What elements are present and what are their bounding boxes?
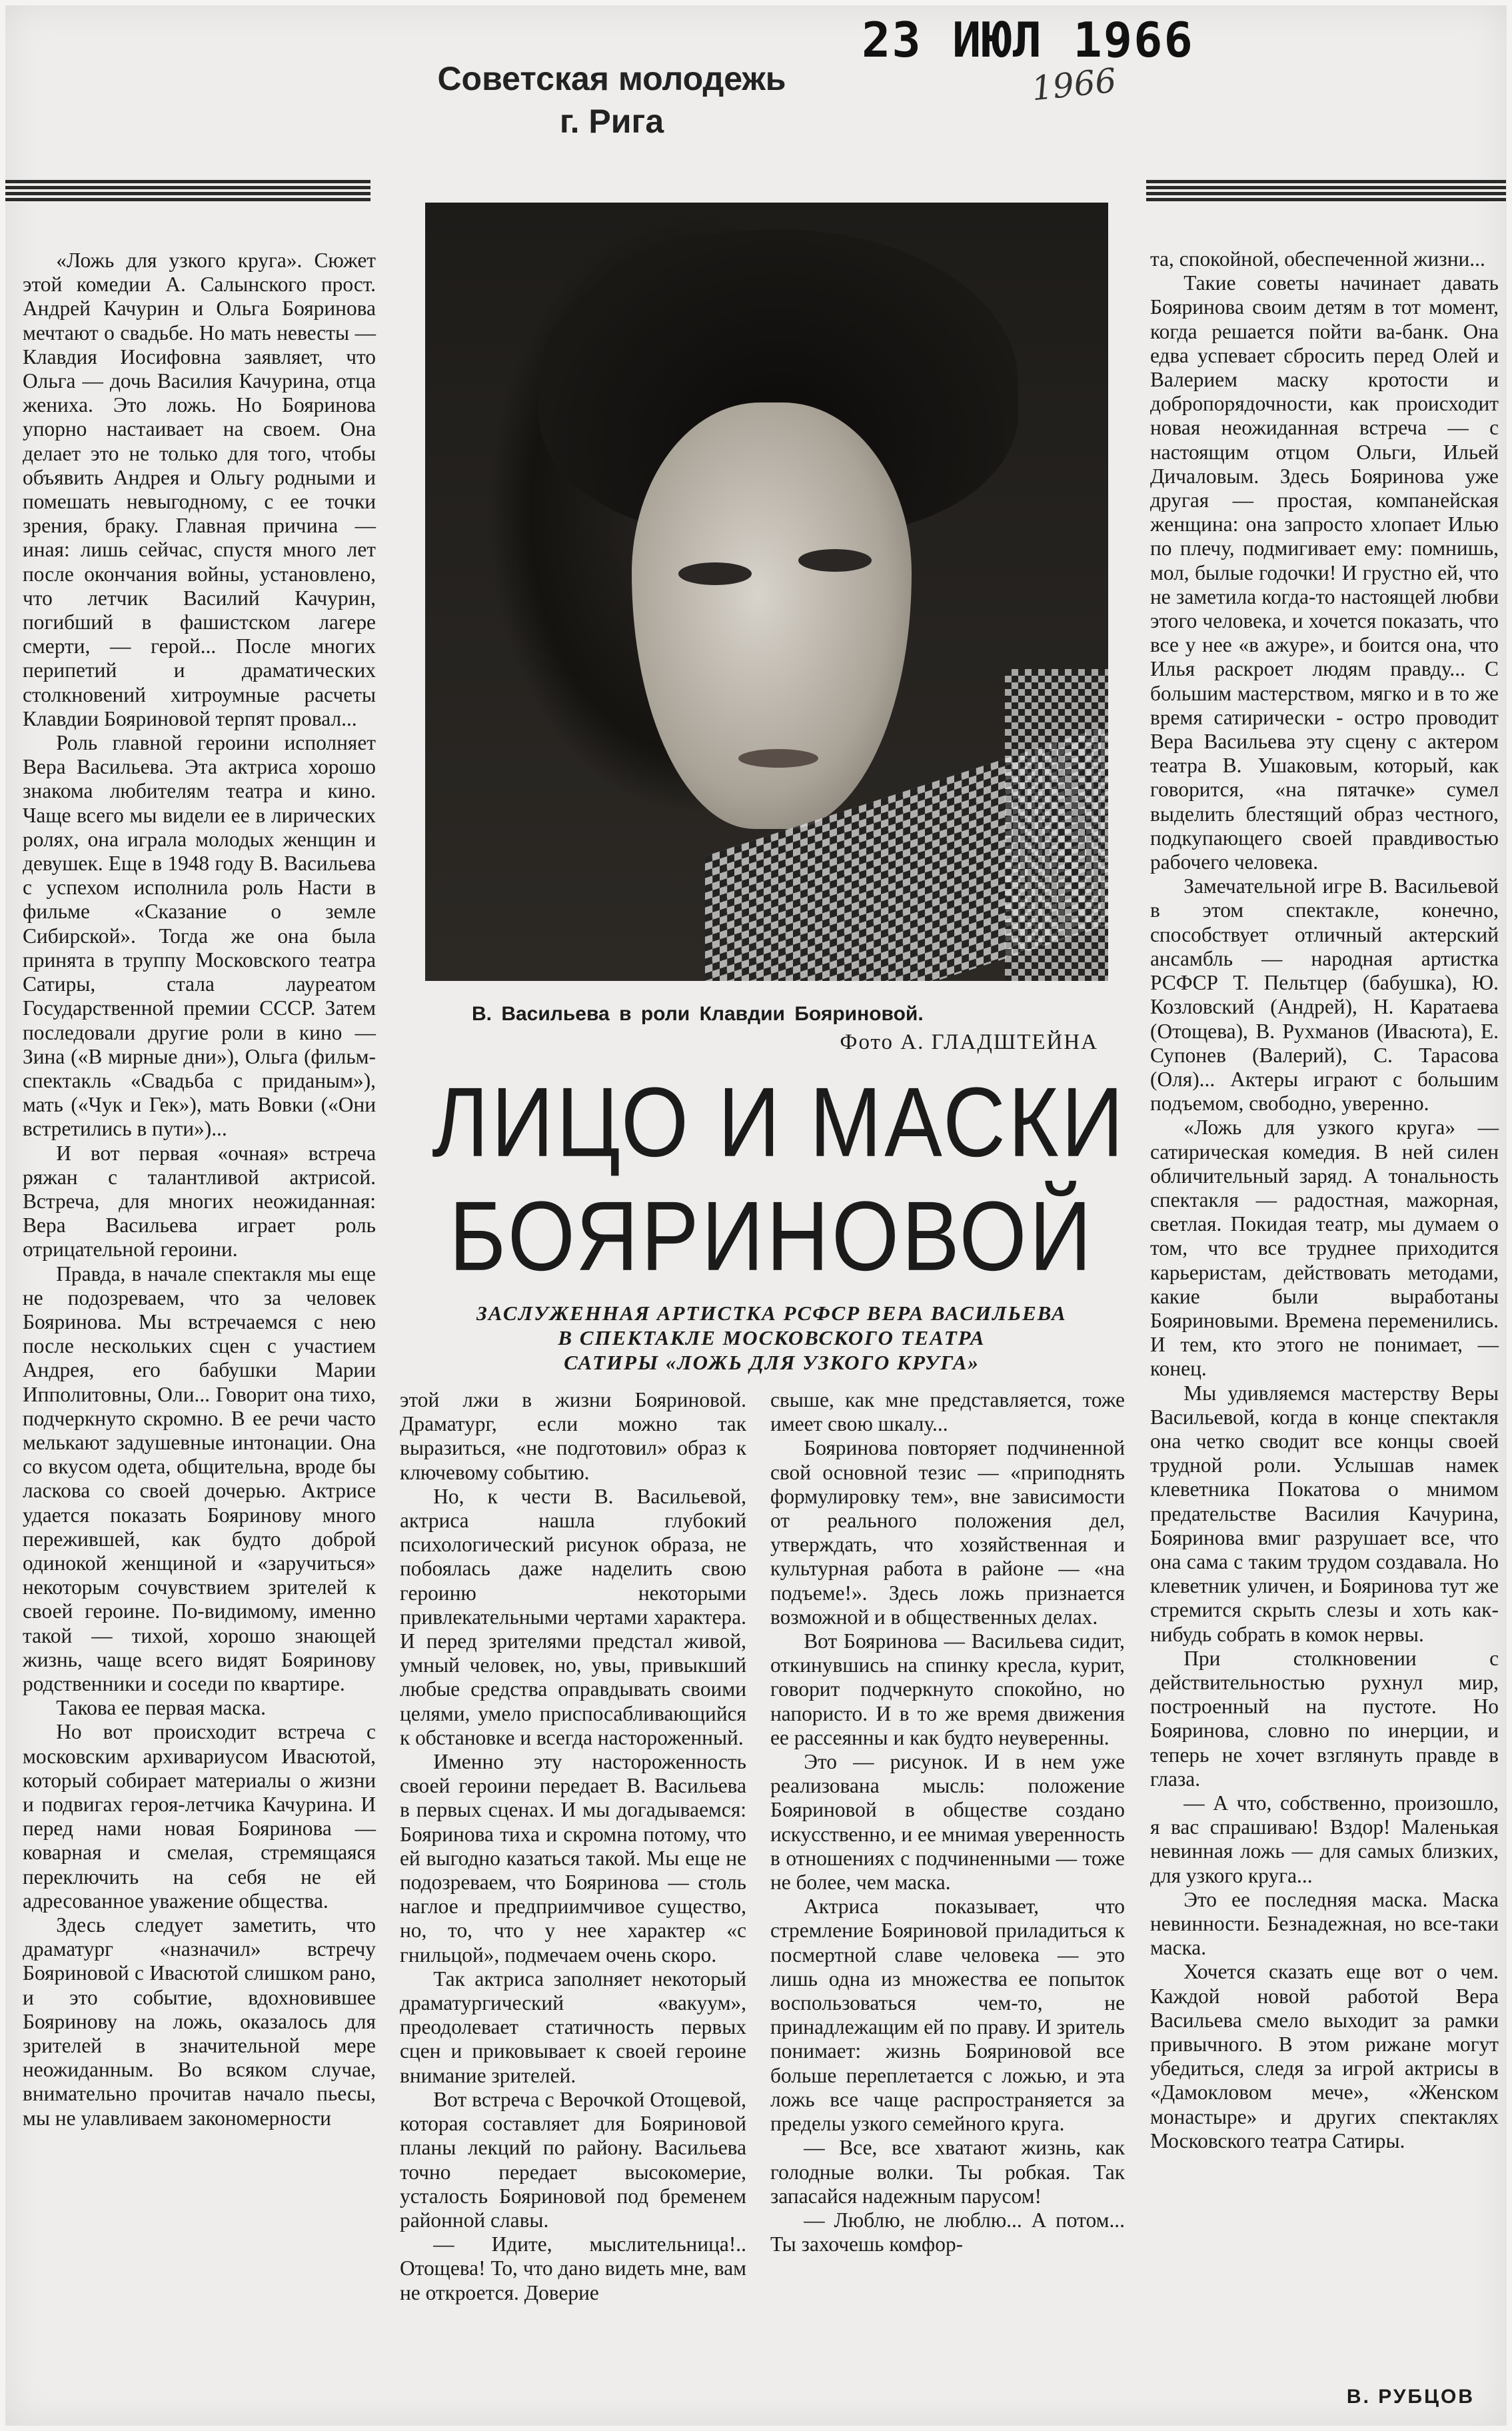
paragraph: Такие советы начинает давать Бояринова своим детям в тот момент, когда решается пойти ва-банк. Она едва успевает сбросить перед Олей и Валерием маску кротости и добропорядочности, как происходит новая неожиданная встреча — с настоящим отцом Ольги, Ильей Дичаловым. Здесь Бояринова уже другая — простая, компанейская женщина: она запросто хлопает Илью по плечу, подмигивает ему: помнишь, мол, былые годочки! И грустно ей, что не заметила когда-то настоящей любви этого человека, и хочется показать, что все у нее «в ажуре», и боится она, что Илья раскроет людям правду... С большим мастерством, мягко и в то же время сатирически - остро проводит Вера Васильева эту сцену с актером театра В. Ушаковым, который, как говорится, «на пятачке» сумел выделить блестящий образ честного, подкупающего своей правдивостью рабочего человека. bbox=[1150, 271, 1499, 874]
subhead-line-2: В СПЕКТАКЛЕ МОСКОВСКОГО ТЕАТРА bbox=[558, 1326, 986, 1349]
newspaper-clipping bbox=[5, 5, 1507, 2426]
masthead bbox=[378, 57, 845, 143]
paragraph: Роль главной героини исполняет Вера Васильева. Эта актриса хорошо знакома любителям театра и кино. Чаще всего мы видели ее в лирических ролях, она играла молодых женщин и девушек. Еще в 1948 году В. Васильева с успехом исполнила роль Насти в фильме «Сказание о земле Сибирской». Тогда же она была принята в труппу Московского театра Сатиры, стала лауреатом Государственной премии СССР. Затем последовали другие роли в кино — Зина («В мирные дни»), Ольга (фильм-спектакль «Свадьба с приданым»), мать («Чук и Гек»), мать Вовки («Они встретились в пути»)... bbox=[23, 731, 376, 1141]
subhead-line-3: САТИРЫ «ЛОЖЬ ДЛЯ УЗКОГО КРУГА» bbox=[564, 1351, 980, 1374]
paragraph: Так актриса заполняет некоторый драматургический «вакуум», преодолевает статичность первых сцен и приковывает к своей героине внимание зрителей. bbox=[400, 1967, 746, 2087]
photo-mouth bbox=[738, 749, 818, 768]
city-name: г. Рига bbox=[559, 103, 664, 140]
headline-line-2: БОЯРИНОВОЙ bbox=[448, 1180, 1095, 1291]
paragraph: Правда, в начале спектакля мы еще не подозреваем, что за человек Бояринова. Мы встречаемся с нею после нескольких сцен с участием Андрея, его бабушки Марии Ипполитовны, Оли... Говорит она тихо, подчеркнуто скромно. В ее речи часто мелькают задушевные интонации. Она со вкусом одета, общительна, вроде бы ласкова со своей дочерью. Актрисе удается показать Бояринову много пережившей, как будто доброй одинокой женщиной и «заручиться» некоторым сочувствием зрителей к своей героине. По-видимому, именно такой — тихой, хорошо знающей жизнь, чаще всего видят Бояринову родственники и соседи по квартире. bbox=[23, 1261, 376, 1695]
subhead-line-1: ЗАСЛУЖЕННАЯ АРТИСТКА РСФСР ВЕРА ВАСИЛЬЕВА bbox=[476, 1301, 1067, 1325]
paragraph: И вот первая «очная» встреча ряжан с талантливой актрисой. Встреча, для многих неожиданная: Вера Васильева играет роль отрицательной героини. bbox=[23, 1141, 376, 1261]
paragraph: — Идите, мыслительница!.. Отощева! То, что дано видеть мне, вам не откроется. Доверие bbox=[400, 2232, 746, 2304]
photo-scarf-pattern-side bbox=[1005, 669, 1108, 981]
article-column-3 bbox=[770, 1388, 1125, 2256]
paragraph: — Все, все хватают жизнь, как голодные волки. Ты робкая. Так запасайся надежным парусом! bbox=[770, 2136, 1125, 2208]
paragraph: Это ее последняя маска. Маска невинности. Безнадежная, но все-таки маска. bbox=[1150, 1887, 1499, 1960]
portrait-photo bbox=[425, 203, 1108, 981]
paragraph: Именно эту настороженность своей героини передает В. Васильева в первых сценах. И мы догадываемся: Бояринова тиха и скромна потому, что ей выгодно казаться такой. Мы еще не подозреваем, что Бояринова — столь наглое и предприимчивое существо, но, то, что у нее характер «с гнильцой», подмечаем очень скоро. bbox=[400, 1750, 746, 1967]
headline bbox=[432, 1065, 1127, 1293]
article-column-2 bbox=[400, 1388, 746, 2305]
paragraph: Бояринова повторяет подчиненной свой основной тезис — «приподнять формулировку тем», вне зависимости от реального положения дел, утверждать, что хозяйственная и культурная работа в районе — «на подъеме!». Здесь ложь признается возможной и в общественных делах. bbox=[770, 1436, 1125, 1629]
author-signature: В. РУБЦОВ bbox=[1346, 2386, 1475, 2408]
article-column-4 bbox=[1150, 247, 1499, 2153]
paragraph: Вот Бояринова — Васильева сидит, откинувшись на спинку кресла, курит, говорит подчеркнуто спокойно, но напористо. И в то же время движения ее рассеянны и как будто неуверенны. bbox=[770, 1629, 1125, 1749]
paragraph: Мы удивляемся мастерству Веры Васильевой, когда в конце спектакля она четко сводит все концы своей трудной роли. Услышав намек клеветника Покатова о мнимом предательстве Василия Качурина, Бояринова вмиг разрушает все, что она сама с таким трудом создавала. Но клеветник уличен, и Бояринова тут же стремится скрыть слезы и хоть как-нибудь собрать в комок нервы. bbox=[1150, 1381, 1499, 1646]
paragraph: «Ложь для узкого круга» — сатирическая комедия. В ней силен обличительный заряд. А тональность спектакля — радостная, мажорная, светлая. Покидая театр, мы думаем о том, что все труднее приходится карьеристам, действовать методами, какие были выработаны Бояриновыми. Времена переменились. И тем, кто этого не понимает, — конец. bbox=[1150, 1116, 1499, 1381]
subheadline bbox=[432, 1301, 1112, 1375]
paragraph: «Ложь для узкого круга». Сюжет этой комедии А. Салынского прост. Андрей Качурин и Ольга Бояринова мечтают о свадьбе. Но мать невесты — Клавдия Иосифовна заявляет, что Ольга — дочь Василия Качурина, отца жениха. Это ложь. Но Бояринова упорно настаивает на своем. Она делает это не только для того, чтобы объявить Андрея и Ольгу родными и помешать невыгодному, с ее точки зрения, браку. Главная причина — иная: лишь сейчас, спустя много лет после окончания войны, установлено, что летчик Василий Качурин, погибший в фашистском лагере смерти, — герой... После многих перипетий и драматических столкновений хитроумные расчеты Клавдии Бояриновой терпят провал... bbox=[23, 249, 376, 730]
paragraph: Вот встреча с Верочкой Отощевой, которая составляет для Бояриновой планы лекций по району. Васильева точно передает высокомерие, усталость Бояриновой под бременем районной славы. bbox=[400, 2087, 746, 2232]
paragraph: Но вот происходит встреча с московским архивариусом Ивасютой, который собирает материалы о жизни и подвигах героя-летчика Качурина. И перед нами новая Бояринова — коварная и смелая, стремящаяся переключить на себя не ей адресованное уважение общества. bbox=[23, 1720, 376, 1913]
newspaper-name: Советская молодежь bbox=[437, 60, 786, 97]
paragraph: этой лжи в жизни Бояриновой. Драматург, если можно так выразиться, «не подготовил» образ к ключевому событию. bbox=[400, 1388, 746, 1484]
headline-line-1: ЛИЦО И МАСКИ bbox=[432, 1066, 1127, 1178]
paragraph: При столкновении с действительностью рухнул мир, построенный на пустоте. Но Бояринова, словно по инерции, и теперь не хочет взглянуть правде в глаза. bbox=[1150, 1646, 1499, 1791]
photo-credit: Фото А. ГЛАДШТЕЙНА bbox=[840, 1030, 1098, 1054]
paragraph: свыше, как мне представляется, тоже имеет свою шкалу... bbox=[770, 1388, 1125, 1436]
photo-caption: В. Васильева в роли Клавдии Бояриновой. bbox=[472, 1003, 924, 1025]
article-column-1 bbox=[23, 249, 376, 2130]
paragraph: — Люблю, не люблю... А потом... Ты захочешь комфор- bbox=[770, 2208, 1125, 2256]
date-stamp: 23 ИЮЛ 1966 bbox=[862, 12, 1194, 68]
paragraph: та, спокойной, обеспеченной жизни... bbox=[1150, 247, 1485, 271]
paragraph: — А что, собственно, произошло, я вас спрашиваю! Вздор! Маленькая невинная ложь — для самых близких, для узкого круга... bbox=[1150, 1791, 1499, 1887]
paragraph: Хочется сказать еще вот о чем. Каждой новой работой Вера Васильева смело выходит за рамки привычного. В этом рижане могут убедиться, следя за игрой актрисы в «Дамокловом мече», «Женском монастыре» и других спектаклях Московского театра Сатиры. bbox=[1150, 1960, 1499, 2152]
photo-eye-right bbox=[798, 549, 872, 572]
paragraph: Это — рисунок. И в нем уже реализована мысль: положение Бояриновой в обществе создано искусственно, и ее мнимая уверенность в отношениях с подчиненными — тоже не более, чем маска. bbox=[770, 1750, 1126, 1895]
paragraph: Замечательной игре В. Васильевой в этом спектакле, конечно, способствует отличный актерский ансамбль — народная артистка РСФСР Т. Пельтцер (бабушка), Ю. Козловский (Андрей), Н. Каратаева (Отощева), В. Рухманов (Ивасюта), Е. Супонев (Валерий), С. Тарасова (Оля)... Актеры играют с большим подъемом, свободно, уверенно. bbox=[1150, 874, 1499, 1116]
handwritten-year: 1966 bbox=[1030, 61, 1118, 109]
paragraph: Но, к чести В. Васильевой, актриса нашла глубокий психологический рисунок образа, не побоялась даже наделить свою героиню некоторыми привлекательными чертами характера. И перед зрителями предстал живой, умный человек, но, увы, привыкший любые средства оправдывать своими целями, умело приспосабливающийся к обстановке и всегда настороженный. bbox=[400, 1484, 746, 1749]
paragraph: Актриса показывает, что стремление Бояриновой приладиться к посмертной славе человека — это лишь одна из множества ее попыток воспользоваться чем-то, не принадлежащим ей по праву. И зритель понимает: жизнь Бояриновой все больше переплетается с ложью, и эта ложь все чаще распространяется за пределы узкого семейного круга. bbox=[770, 1895, 1125, 2136]
right-rule bbox=[1146, 180, 1506, 203]
paragraph: Здесь следует заметить, что драматург «назначил» встречу Бояриновой с Ивасютой слишком рано, и это событие, вдохновившее Бояринову на ложь, оказалось для зрителей в значительной мере неожиданным. Во всяком случае, внимательно прочитав начало пьесы, мы не улавливаем закономерности bbox=[23, 1913, 376, 2130]
paragraph: Такова ее первая маска. bbox=[56, 1696, 266, 1720]
photo-eye-left bbox=[678, 562, 752, 585]
left-rule bbox=[5, 180, 371, 203]
